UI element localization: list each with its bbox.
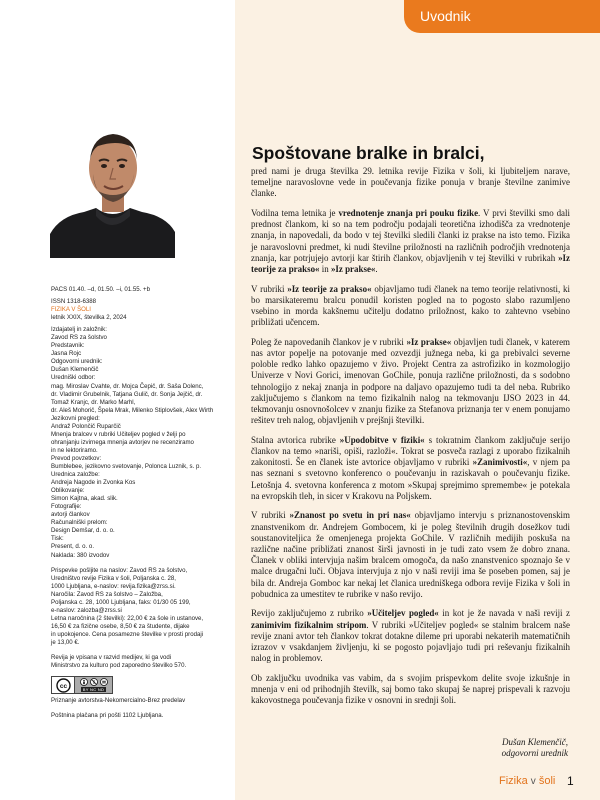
page-number: 1 (567, 774, 574, 788)
emphasis-text: »Iz prakse« (406, 336, 452, 347)
media-registry (51, 654, 235, 670)
paragraph-text: . (375, 264, 378, 275)
details-line: Jasna Rojc (51, 350, 82, 358)
orders-line: Uredništvo revije Fizika v šoli, Poljanska c. 28, (51, 574, 176, 582)
details-line: Simon Kajtna, akad. slik. (51, 495, 118, 503)
details-line: in ne lektoriramo. (51, 446, 98, 454)
details-line: Odgovorni urednik: (51, 358, 103, 366)
details-line: avtorji člankov (51, 511, 90, 519)
cc-terms: BY NC ND (82, 687, 105, 693)
emphasis-text: »Upodobitve v fiziki« (339, 434, 425, 445)
emphasis-text: vrednotenje znanja pri pouku fizike (338, 208, 479, 218)
details-line: Prevod povzetkov: (51, 454, 102, 462)
emphasis-text: zanimivim fizikalnim stripom (251, 619, 367, 630)
orders-line: Letna naročnina (2 številki): 22,00 € za šole in ustanove, (51, 614, 204, 622)
details-line: Računalniški prelom: (51, 519, 108, 527)
details-line: ohranjanju izvirnega mnenja avtorjev ne recenziramo (51, 438, 194, 446)
emphasis-text: »Iz prakse« (330, 264, 376, 275)
paragraph-text: pred nami je druga številka 29. letnika revije Fizika v šoli, ki ljubiteljem narave, temeljne naravoslovne vede in poučevanja fizike ponuja v branje številne zanimive članke. (251, 166, 570, 199)
details-line: Bumblebee, jezikovno svetovanje, Polonca Luznik, s. p. (51, 462, 202, 470)
emphasis-text: »Zanimivosti« (472, 457, 528, 468)
signature-name: Dušan Klemenčič, (502, 737, 568, 747)
editorial-paragraph (251, 337, 570, 427)
details-line: Zavod RS za šolstvo (51, 334, 107, 342)
paragraph-text: objavljamo intervju s priznanostovenskim znanstvenikom dr. Andrejem Gombocem, ki je poleg številnih drugih dosežkov tudi soustanoviteljica že omenjenega projekta GoChile. V različnih medijih poskuša na različne načine približati znanost širši javnosti in je tudi zato vsem že dobro znana. Članek v obliki intervjuja našim bralcem omogoča, da našo znanstvenico spoznajo še v malce drugačni luči. Objava intervjuja z njo v naši reviji ima še poseben pomen, saj je bila dr. Andreja Gomboc kar nekaj let članica uredniškega odbora revije Fizika v šoli in pobudnica za umestitev te rubrike v našo revijo. (251, 510, 570, 599)
details-line: Present, d. o. o. (51, 543, 95, 551)
license-text: Priznanje avtorstva-Nekomercialno-Brez predelav (51, 697, 186, 705)
cc-by-icon (80, 678, 88, 686)
details-line: Oblikovanje: (51, 487, 85, 495)
details-line: Jezikovni pregled: (51, 414, 100, 422)
details-line: Design Demšar, d. o. o. (51, 527, 115, 535)
orders-line: 1000 Ljubljana, e-naslov: revija.fizika@zrss.si. (51, 582, 176, 590)
cc-nd-icon (100, 678, 108, 686)
ordering-info (51, 567, 235, 647)
emphasis-text: »Iz teorije za prakso« (251, 252, 570, 275)
footer-brand-right: šoli (538, 775, 556, 787)
orders-line: Prispevke pošljite na naslov: Zavod RS za šolstvo, (51, 566, 188, 574)
cc-license-badge (51, 676, 113, 694)
registry-line: Revija je vpisana v razvid medijev, ki ga vodi (51, 654, 172, 662)
footer-brand (499, 775, 555, 787)
details-line: Tisk: (51, 535, 64, 543)
editorial-paragraph (251, 284, 570, 329)
orders-line: Poljanska c. 28, 1000 Ljubljana, faks: 01/30 05 199, (51, 598, 191, 606)
emphasis-text: »Iz teorije za prakso« (287, 283, 372, 294)
pacs-codes: PACS 01.40. –d, 01.50. –i, 01.55. +b (51, 286, 150, 293)
cc-nc-icon (90, 678, 98, 686)
details-line: Tomaž Kranjc, dr. Marko Marhl, (51, 398, 136, 406)
orders-line: je 13,00 €. (51, 638, 80, 646)
details-line: Andreja Nagode in Zvonka Kos (51, 479, 136, 487)
emphasis-text: »Znanost po svetu in pri nas« (289, 510, 411, 521)
paragraph-text: Ob zaključku uvodnika vas vabim, da s svojim prispevkom delite svoje izkušnje in mnenja v eni od prihodnjih številk, saj bomo tako skupaj še naprej prispevali k razvoju kakovostnega poučevanja fizike v osnovni in srednji šoli. (251, 672, 570, 706)
details-line: Izdajatelj in založnik: (51, 326, 107, 334)
signature-role: odgovorni urednik (501, 748, 568, 758)
details-line: Predstavnik: (51, 342, 85, 350)
cc-logo-icon (52, 677, 75, 693)
emphasis-text: »Učiteljev pogled« (367, 608, 439, 619)
details-line: Dušan Klemenčič (51, 366, 99, 374)
paragraph-text: , v njem pa nas seznani s svetovno konferenco o poučevanju in raziskavah o poučevanju fizike. Letošnja 4. svetovna konferenca z motom »Skupaj sprejmimo spremembe« je potekala na evropskih tleh, in sicer v Krakovu na Poljskem. (251, 457, 570, 501)
paragraph-text: Revijo zaključujemo z rubriko (251, 608, 368, 619)
section-tab (404, 0, 600, 33)
issue-info: letnik XXIX, številka 2, 2024 (51, 314, 127, 322)
footer-brand-left: Fizika (499, 775, 528, 787)
paragraph-text: Stalna avtorica rubrike (251, 434, 340, 445)
editorial-paragraph (251, 673, 570, 707)
paragraph-text: in (319, 264, 331, 275)
postage-text: Poštnina plačana pri pošti 1102 Ljubljana. (51, 712, 164, 720)
paragraph-text: . V rubriki »Učiteljev pogled« se stalnim bralcem naše revije znani avtor teh člankov tokrat dotakne dileme pri uporabi nekaterih matematičnih izrazov v vsakdanjem življenju, ki se pogosto pojavljajo tudi pri reševanju fizikalnih nalog in problemov. (251, 619, 570, 664)
editorial-paragraph (251, 208, 570, 275)
magazine-name: FIZIKA V ŠOLI (51, 306, 91, 314)
orders-line: e-naslov: zalozba@zrss.si (51, 606, 122, 614)
paragraph-text: Poleg že napovedanih člankov je v rubriki (251, 336, 407, 347)
editorial-body (251, 166, 570, 715)
details-line: Naklada: 380 izvodov (51, 551, 110, 559)
details-line: Andraž Polončič Ruparčič (51, 422, 121, 430)
details-line: Urednica založbe: (51, 471, 100, 479)
editorial-paragraph (251, 435, 570, 502)
orders-line: 16,50 € za fizične osebe, 8,50 € za študente, dijake (51, 622, 190, 630)
issn: ISSN 1318-6388 (51, 298, 97, 306)
paragraph-text: objavljamo tudi članek na temo teorije relativnosti, ki bo marsikateremu bralcu ponudil koristen pogled na to pogosto slabo razumljeno vsebino in morda kakšnemu učitelju dodatno priložnost, kako to zahtevno vsebino približati učencem. (251, 283, 570, 328)
details-line: Fotografije: (51, 503, 82, 511)
details-line: Uredniški odbor: (51, 374, 96, 382)
editorial-paragraph (251, 510, 570, 600)
section-tab-label: Uvodnik (420, 8, 471, 24)
editorial-paragraph (251, 166, 570, 200)
editor-portrait (50, 116, 175, 258)
signature (502, 737, 568, 759)
editorial-title: Spoštovane bralke in bralci, (252, 143, 485, 163)
editorial-paragraph (251, 608, 570, 664)
editor-portrait-illustration (50, 116, 175, 258)
svg-text:cc: cc (59, 682, 67, 690)
colophon (51, 286, 235, 720)
details-line: mag. Miroslav Cvahte, dr. Mojca Čepič, dr. Saša Dolenc, (51, 382, 204, 390)
footer-brand-mid: v (530, 776, 536, 787)
paragraph-text: in kot je že navada v naši reviji z (438, 608, 570, 619)
paragraph-text: Vodilna tema letnika je (251, 208, 339, 218)
details-line: dr. Aleš Mohorič, Špela Mrak, Milenko Stiplovšek, Alex Wirth (51, 406, 214, 414)
paragraph-text: objavljen tudi članek, v katerem nas avtor popelje na potovanje med ozvezdji južnega neba, ki ga prebivalci severne poloble redko lahko opazujemo v živo. Projekt Centra za astrofiziko in kozmologijo Univerze v Novi Gorici, imenovan GoChile, ponuja različne priložnosti, da s sodobno tehnologijo z nekaj znanja in podpore na daljavo opazujemo tudi ta del neba. Rubriko zaključujemo s člankom na temo fizikalnih nalog na tekmovanju IJSO 2023 in 44. tekmovanju osnovnošolcev v znanju fizike za Stefanova priznanja ter v enem ponujamo rešitev treh nalog, objavljenih v prejšnji številki. (251, 336, 570, 426)
paragraph-text: s tokratnim člankom zaključuje serijo člankov na temo »nariši, opiši, razloži«. Tokrat se posveča razlagi z uporabo fizikalnih zakonitosti. Še en članek iste avtorice objavljamo v rubriki (251, 434, 570, 468)
orders-line: in upokojence. Cena posamezne številke v prosti prodaji (51, 630, 204, 638)
paragraph-text: V rubriki (251, 510, 290, 521)
paragraph-text: V rubriki (251, 283, 288, 294)
details-line: dr. Vladimir Grubelnik, Tatjana Gulič, dr. Sonja Jejčič, dr. (51, 390, 203, 398)
registry-line: Ministrstvo za kulturo pod zaporedno številko 570. (51, 662, 187, 670)
paragraph-text: . V prvi številki smo dali prednost člankom, ki so na tem področju podajali teoretična izhodišča za vrednotenje znanja, in napovedali, da bodo v tej številki sledili članki iz prakse na isto temo. Fizika je naravoslovni predmet, ki nudi številne priložnosti na različnih področjih vrednotenja znanja, kar potrjujejo avtorji kar štirih člankov, objavljenih v tej številki v rubrikah (251, 208, 570, 263)
publication-details (51, 326, 235, 559)
orders-line: Naročila: Zavod RS za šolstvo – Založba, (51, 590, 163, 598)
details-line: Mnenja bralcev v rubriki Učiteljev pogled v želji po (51, 430, 186, 438)
